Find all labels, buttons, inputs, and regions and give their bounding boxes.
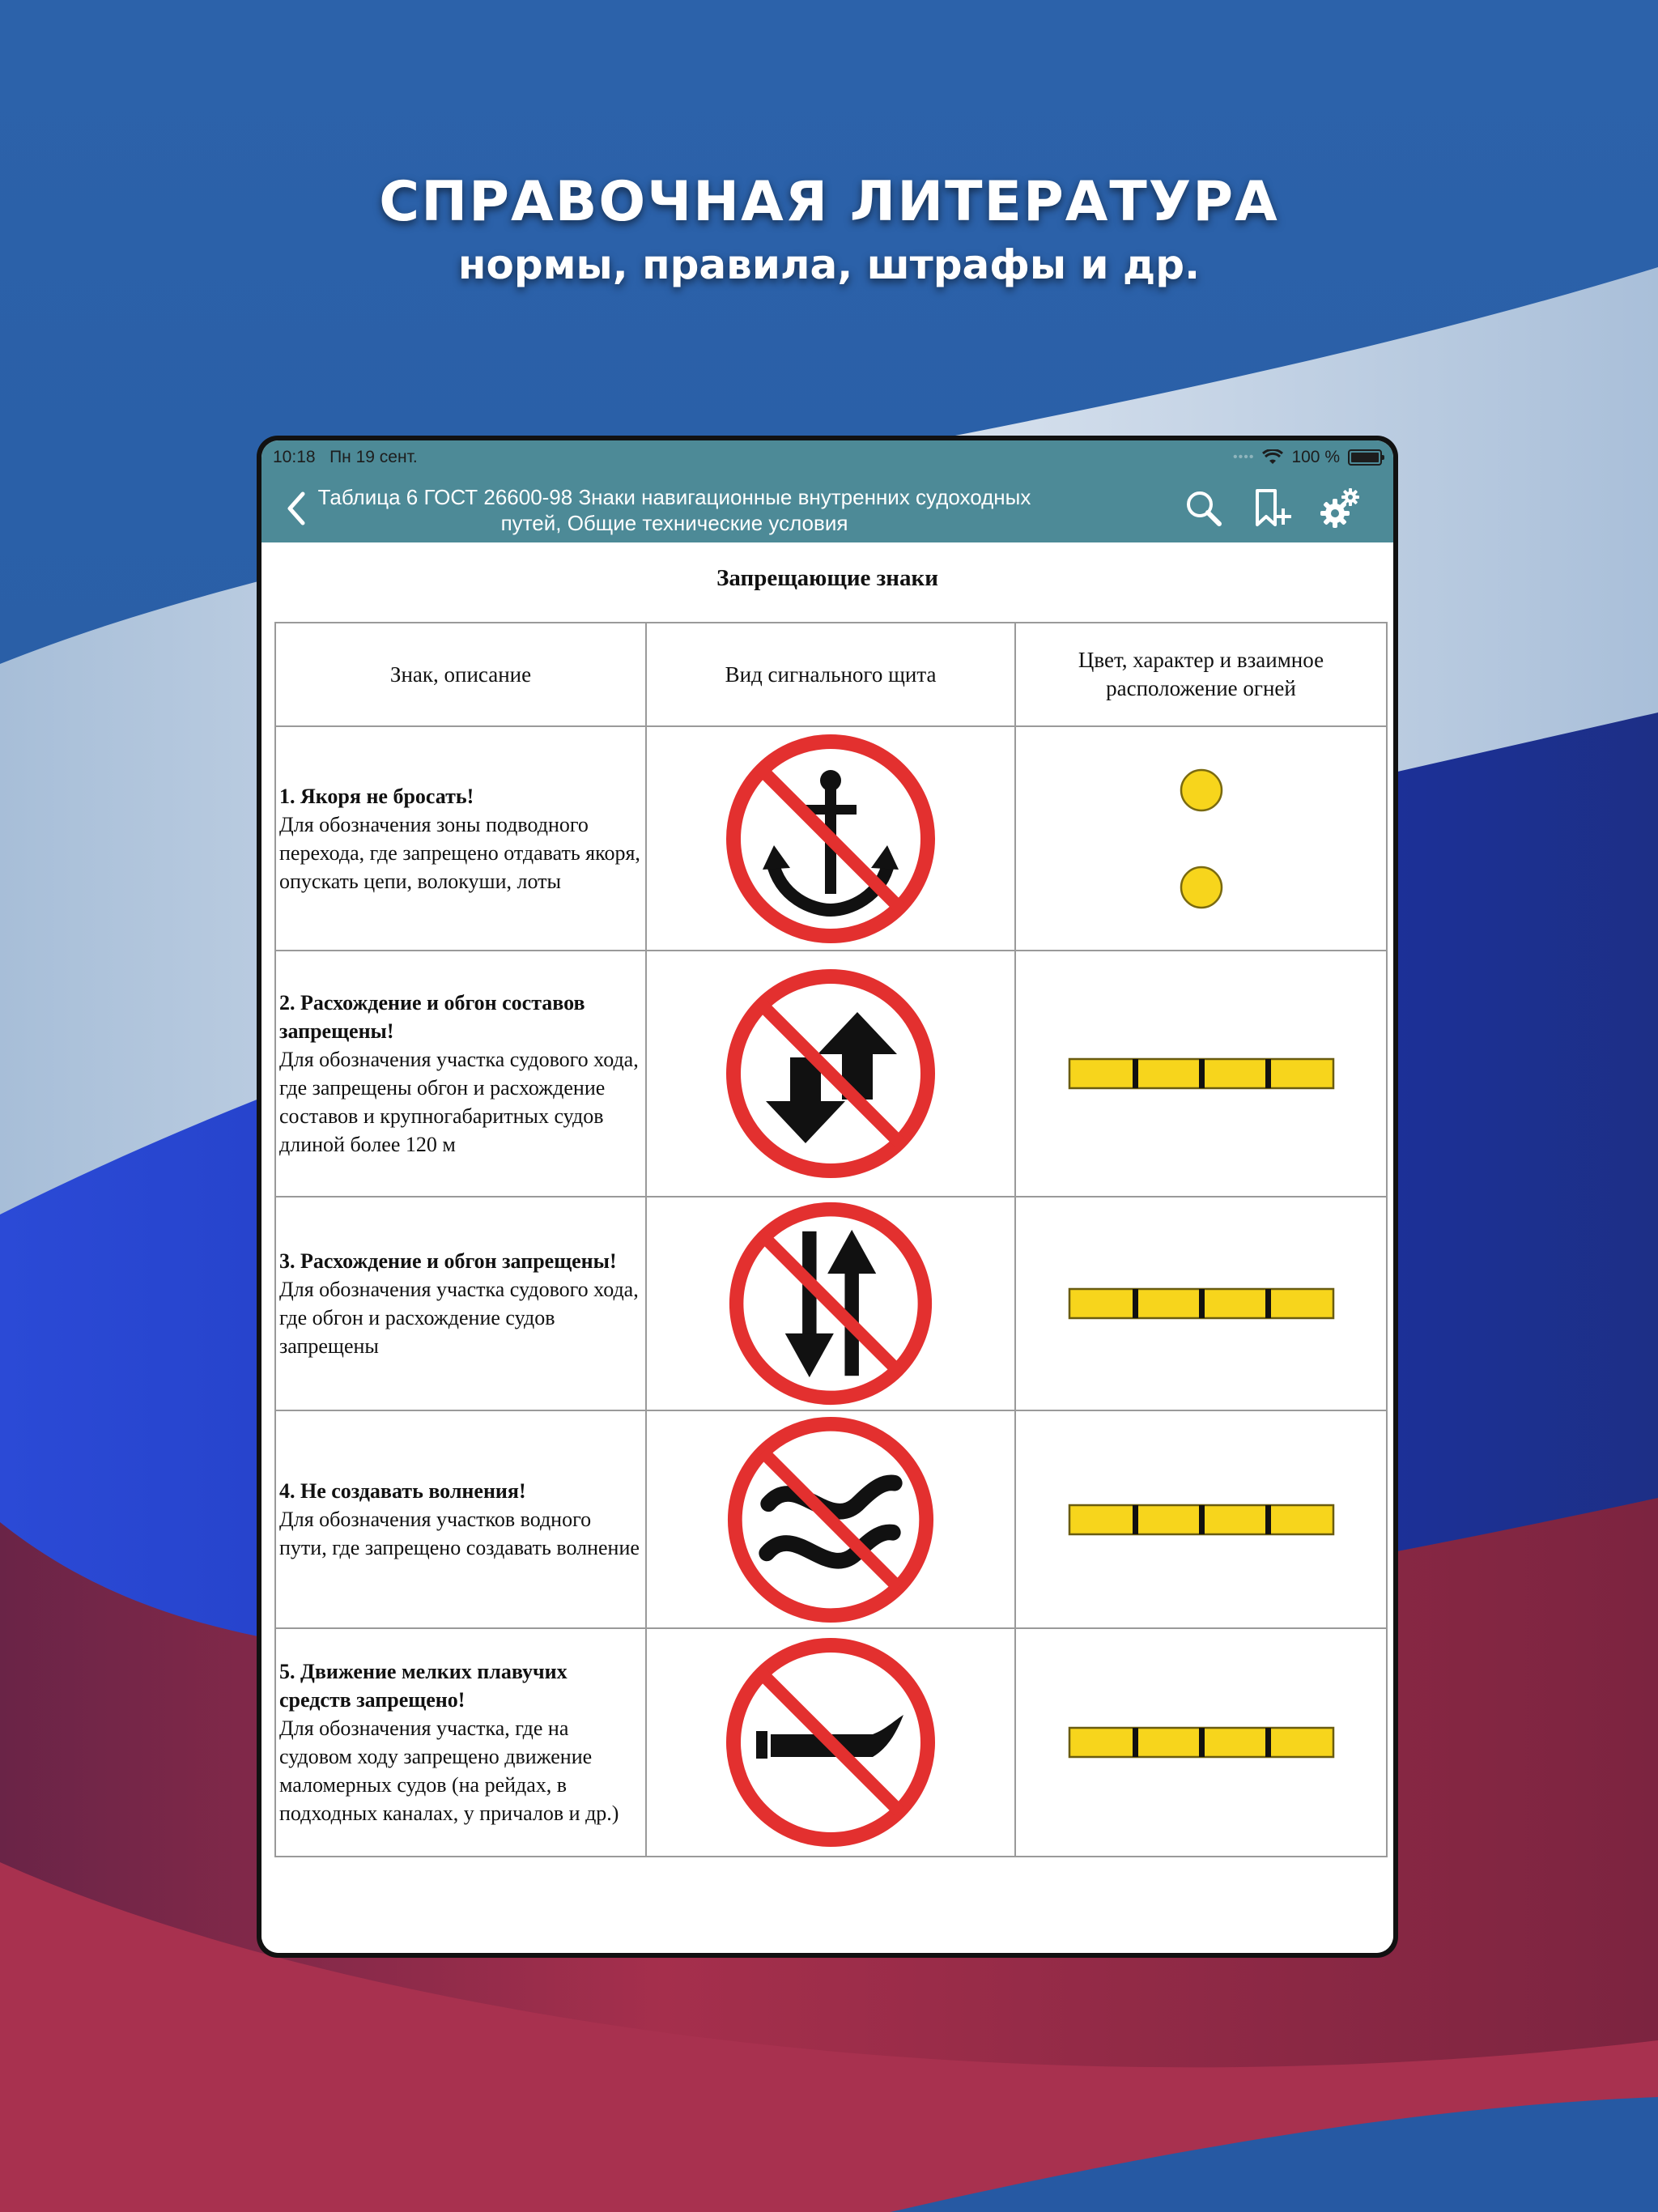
settings-icon xyxy=(1317,486,1363,531)
sign-title: 2. Расхождение и обгон составов запрещены! xyxy=(279,991,585,1043)
two-yellow-lights-icon xyxy=(1177,758,1226,920)
lights-cell xyxy=(1015,1628,1387,1857)
signs-table xyxy=(274,622,1388,1857)
sign-title: 3. Расхождение и обгон запрещены! xyxy=(279,1249,617,1273)
search-button[interactable] xyxy=(1181,486,1226,531)
tablet-screen xyxy=(261,440,1393,1953)
signal-board-cell xyxy=(646,1410,1015,1628)
section-title: Запрещающие знаки xyxy=(716,565,938,591)
convoy-passing-prohibited-sign-icon xyxy=(724,967,937,1180)
table-row xyxy=(275,951,1387,1197)
promo-subtitle: нормы, правила, штрафы и др. xyxy=(457,241,1201,288)
sign-text: Для обозначения участка судового хода, где обгон и расхождение судов запрещены xyxy=(279,1278,639,1358)
back-button[interactable] xyxy=(278,487,313,530)
sign-description xyxy=(275,951,646,1197)
signal-board-cell xyxy=(646,1197,1015,1410)
yellow-light-bar-icon xyxy=(1068,1725,1335,1759)
no-wake-sign-icon xyxy=(725,1414,936,1625)
nav-actions xyxy=(1181,486,1363,531)
yellow-light-bar-icon xyxy=(1068,1503,1335,1537)
small-craft-prohibited-sign-icon xyxy=(724,1636,937,1849)
header-signal-board: Вид сигнального щита xyxy=(646,623,1015,726)
header-lights: Цвет, характер и взаимное расположение огней xyxy=(1015,623,1387,726)
sign-text: Для обозначения зоны подводного перехода, где запрещено отдавать якоря, опускать цепи, волокуши, лоты xyxy=(279,812,640,893)
battery-icon xyxy=(1348,449,1382,466)
bookmark-add-icon xyxy=(1251,487,1293,530)
sign-title: 4. Не создавать волнения! xyxy=(279,1479,526,1503)
table-row xyxy=(275,1628,1387,1857)
lights-cell xyxy=(1015,1410,1387,1628)
document-content xyxy=(261,542,1393,1953)
back-icon xyxy=(285,491,306,526)
tablet-frame xyxy=(257,436,1398,1958)
bookmark-add-button[interactable] xyxy=(1249,486,1295,531)
signal-board-cell xyxy=(646,951,1015,1197)
lights-cell xyxy=(1015,726,1387,951)
settings-button[interactable] xyxy=(1317,486,1363,531)
promo-title: СПРАВОЧНАЯ ЛИТЕРАТУРА xyxy=(379,170,1279,234)
sign-description xyxy=(275,1628,646,1857)
signal-board-cell xyxy=(646,726,1015,951)
yellow-light-bar-icon xyxy=(1068,1287,1335,1321)
lights-cell xyxy=(1015,1197,1387,1410)
sign-text: Для обозначения участков водного пути, где запрещено создавать волнение xyxy=(279,1508,640,1559)
passing-prohibited-sign-icon xyxy=(727,1200,934,1407)
status-time xyxy=(273,448,418,467)
signal-board-cell xyxy=(646,1628,1015,1857)
promo-headline xyxy=(0,166,1658,291)
sign-title: 1. Якоря не бросать! xyxy=(279,784,474,808)
wifi-icon xyxy=(1262,449,1283,466)
table-header-row xyxy=(275,623,1387,726)
sign-description xyxy=(275,1197,646,1410)
yellow-light-bar-icon xyxy=(1068,1057,1335,1091)
status-bar xyxy=(261,440,1393,474)
sign-title: 5. Движение мелких плавучих средств запрещено! xyxy=(279,1660,568,1712)
status-clock: 10:18 xyxy=(273,448,316,466)
search-icon xyxy=(1184,488,1224,529)
battery-percent: 100 % xyxy=(1291,448,1340,466)
table-row xyxy=(275,726,1387,951)
sign-description xyxy=(275,726,646,951)
status-date: Пн 19 сент. xyxy=(329,448,418,466)
nav-title: Таблица 6 ГОСТ 26600-98 Знаки навигационные внутренних судоходных путей, Общие технические условия xyxy=(317,485,1031,535)
header-sign-description: Знак, описание xyxy=(275,623,646,726)
sign-description xyxy=(275,1410,646,1628)
lights-cell xyxy=(1015,951,1387,1197)
anchor-prohibited-sign-icon xyxy=(724,732,937,946)
status-right xyxy=(1233,448,1382,467)
multitasking-dots-icon: •••• xyxy=(1233,450,1255,464)
sign-text: Для обозначения участка, где на судовом ходу запрещено движение маломерных судов (на рейдах, в подходных каналах, у причалов и др.) xyxy=(279,1716,619,1825)
nav-bar xyxy=(261,474,1393,542)
table-row xyxy=(275,1410,1387,1628)
table-row xyxy=(275,1197,1387,1410)
sign-text: Для обозначения участка судового хода, где запрещены обгон и расхождение составов и крупногабаритных судов длиной более 120 м xyxy=(279,1048,639,1156)
